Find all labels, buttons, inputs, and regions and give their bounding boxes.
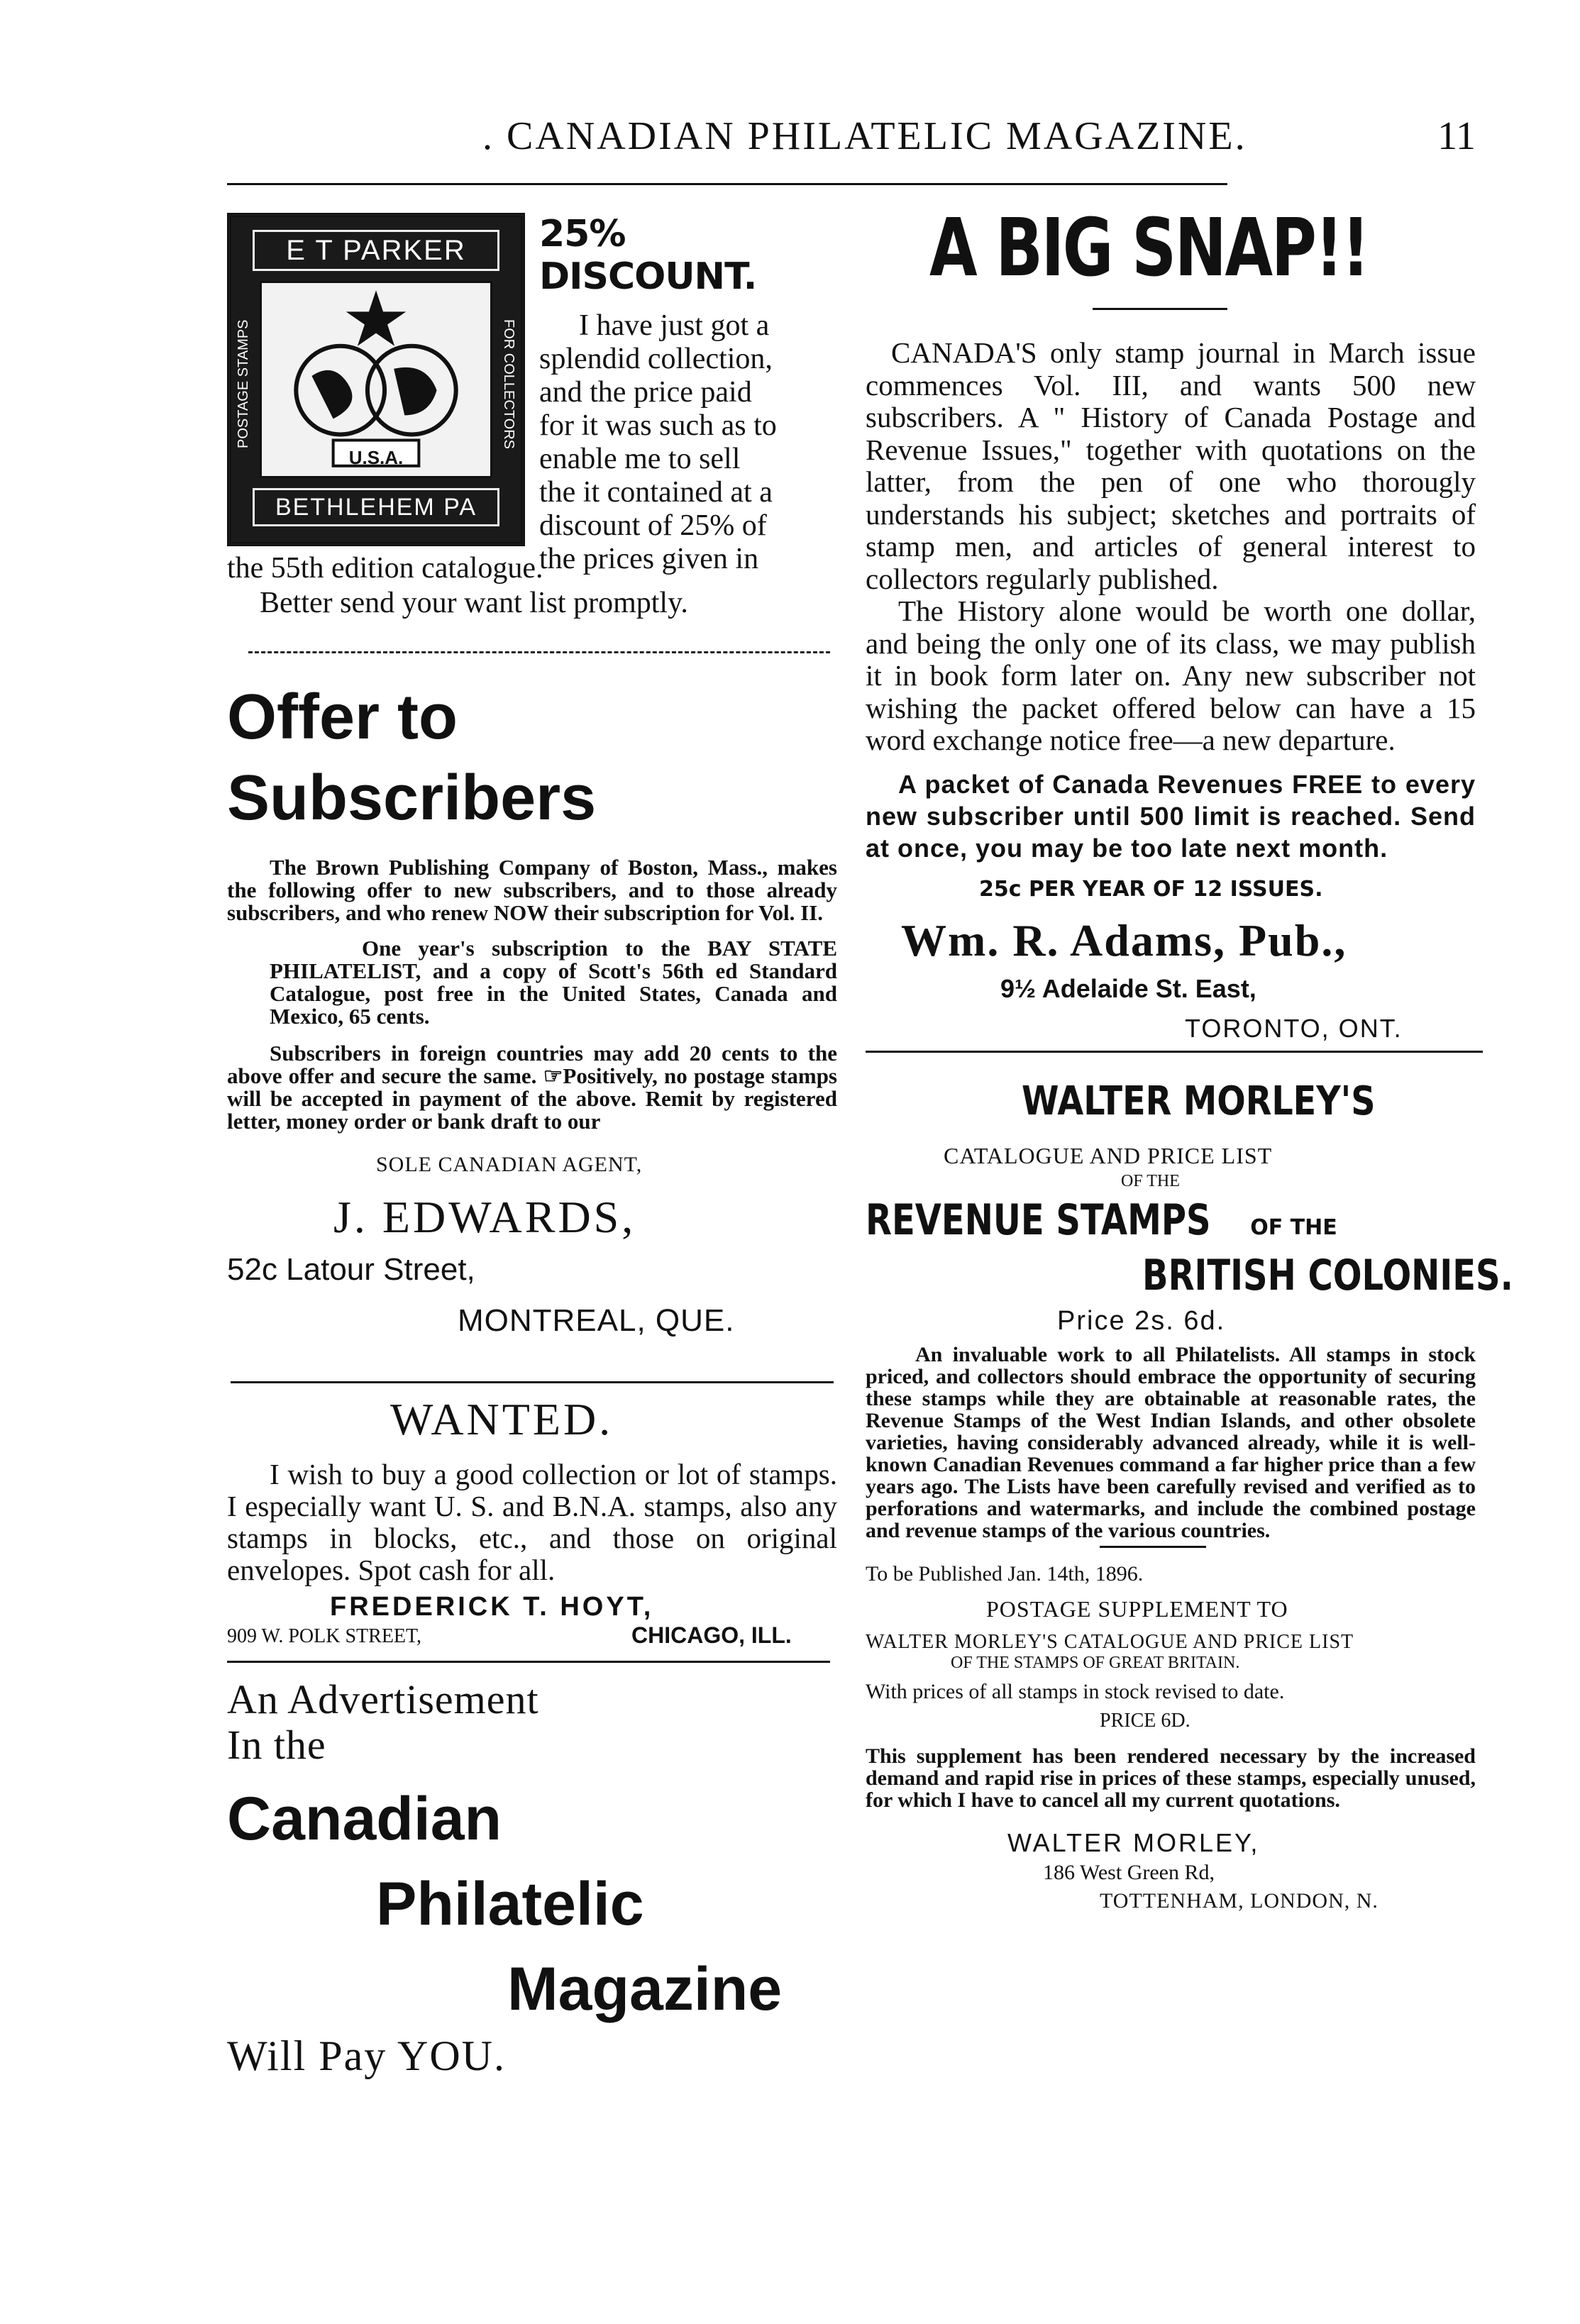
cpm-line: An Advertisement bbox=[227, 1676, 539, 1722]
morley-title-of: OF THE bbox=[1250, 1214, 1337, 1240]
divider bbox=[248, 651, 830, 653]
wanted-address bbox=[227, 1622, 837, 1651]
morley-body: An invaluable work to all Philatelists. All stamps in stock priced, and collectors should embrace the opportunity of securing these stamps while they are obtainable at reasonable rates, the Revenue Stamps of the West Indian Islands, and other obsolete varieties, having considerably advanced already, while it is well-known Canadian Revenues command a far higher price than a few years ago. The Lists have been carefully revised and verified as to perforations and watermarks, and include the combined postage and revenue stamps of the various countries. bbox=[866, 1342, 1476, 1542]
cpm-word: Canadian bbox=[227, 1785, 502, 1853]
divider bbox=[866, 1051, 1483, 1053]
wanted-heading: WANTED. bbox=[390, 1394, 614, 1444]
divider bbox=[231, 1381, 834, 1383]
stamp-left-text: POSTAGE STAMPS bbox=[236, 319, 251, 448]
morley-ad bbox=[866, 1078, 1513, 1913]
discount-line: the it contained at a bbox=[539, 476, 773, 509]
discount-line: and the price paid bbox=[539, 376, 752, 409]
running-title: . CANADIAN PHILATELIC MAGAZINE. bbox=[482, 114, 1247, 158]
morley-heading: WALTER MORLEY'S bbox=[1022, 1078, 1376, 1124]
discount-line: enable me to sell bbox=[539, 443, 741, 475]
cpm-word: Magazine bbox=[507, 1955, 783, 2023]
discount-closing: Better send your want list promptly. bbox=[260, 587, 688, 619]
discount-tail: the 55th edition catalogue. bbox=[227, 552, 543, 585]
left-column bbox=[227, 206, 837, 2081]
short-rule bbox=[1093, 308, 1227, 310]
discount-line: splendid collection, bbox=[539, 343, 773, 375]
short-rule bbox=[1100, 1546, 1206, 1548]
snap-heading: A BIG SNAP!! bbox=[929, 202, 1369, 294]
morley-sign-name: WALTER MORLEY, bbox=[1007, 1827, 1260, 1857]
discount-heading: 25% DISCOUNT. bbox=[539, 213, 757, 298]
offer-paragraph: Subscribers in foreign countries may add 20 cents to the above offer and secure the same. ☞Positively, no postage stamps will be accepted in payment of the above. Remit by registered letter, money order or bank draft to our bbox=[227, 1041, 837, 1134]
stamp-right-text: FOR COLLECTORS bbox=[501, 319, 516, 449]
morley-subtitle: CATALOGUE AND PRICE LIST bbox=[944, 1142, 1273, 1168]
snap-ad bbox=[866, 202, 1476, 1044]
morley-supp-sub: OF THE STAMPS OF GREAT BRITAIN. bbox=[951, 1653, 1240, 1672]
wanted-city: CHICAGO, ILL. bbox=[631, 1622, 792, 1648]
wanted-name: FREDERICK T. HOYT, bbox=[330, 1592, 654, 1622]
discount-lines bbox=[539, 309, 837, 576]
morley-supp-body: This supplement has been rendered necessary by the increased demand and rapid rise in prices of these stamps, especially unused, for which I have to cancel all my current quotations. bbox=[866, 1744, 1476, 1812]
discount-line: the prices given in bbox=[539, 543, 759, 575]
morley-supp-price: PRICE 6D. bbox=[1100, 1709, 1190, 1732]
offer-heading-1: Offer to bbox=[227, 682, 458, 753]
header-rule bbox=[227, 183, 1227, 185]
morley-title: REVENUE STAMPS bbox=[866, 1195, 1211, 1245]
morley-sign-city: TOTTENHAM, LONDON, N. bbox=[1100, 1888, 1379, 1913]
morley-publish-date: To be Published Jan. 14th, 1896. bbox=[866, 1561, 1144, 1586]
stamp-country: U.S.A. bbox=[348, 447, 404, 468]
cpm-line: In the bbox=[227, 1722, 326, 1768]
morley-title: BRITISH COLONIES. bbox=[1142, 1250, 1513, 1300]
right-column bbox=[866, 202, 1513, 1913]
discount-text bbox=[539, 213, 837, 576]
cpm-ad bbox=[227, 1677, 837, 2081]
morley-subtitle: OF THE bbox=[1121, 1171, 1180, 1190]
snap-publisher: Wm. R. Adams, Pub., bbox=[901, 914, 1347, 965]
snap-city: TORONTO, ONT. bbox=[1185, 1013, 1403, 1043]
snap-price: 25c PER YEAR OF 12 ISSUES. bbox=[979, 876, 1323, 902]
stamp-globe-panel bbox=[260, 281, 492, 478]
discount-line: discount of 25% of bbox=[539, 509, 767, 542]
snap-paragraph: CANADA'S only stamp journal in March issue commences Vol. III, and wants 500 new subscribers. A " History of Canada Postage and Revenue Issues," together with quotations on the latter, from the pen of one who thorougly understands his subject; sketches and portraits of stamp men, and articles of general interest to collectors regularly published. bbox=[866, 336, 1476, 595]
offer-paragraph: The Brown Publishing Company of Boston, Mass., makes the following offer to new subscribers, and to those already subscribers, and who renew NOW their subscription for Vol. II. bbox=[227, 855, 837, 925]
wanted-ad bbox=[227, 1393, 837, 1651]
agent-city: MONTREAL, QUE. bbox=[458, 1303, 735, 1338]
stamp-top-text: E T PARKER bbox=[253, 230, 499, 271]
discount-line: for it was such as to bbox=[539, 409, 777, 442]
stamp-illustration bbox=[227, 213, 525, 546]
divider bbox=[227, 1661, 830, 1663]
snap-paragraph: The History alone would be worth one dollar, and being the only one of its class, we may publish it in book form later on. Any new subscriber not wishing the packet offered below can have a 15 word exchange notice free—a new departure. bbox=[866, 594, 1476, 756]
wanted-street: 909 W. POLK STREET, bbox=[227, 1625, 422, 1647]
offer-paragraph: One year's subscription to the BAY STATE PHILATELIST, and a copy of Scott's 56th ed Standard Catalogue, post free in the United States, Canada and Mexico, 65 cents. bbox=[270, 936, 837, 1029]
offer-heading-2: Subscribers bbox=[227, 763, 597, 834]
agent-street: 52c Latour Street, bbox=[227, 1252, 475, 1287]
morley-title-row bbox=[866, 1195, 1476, 1245]
snap-paragraph: A packet of Canada Revenues FREE to every new subscriber until 500 limit is reached. Send at once, you may be too late next month. bbox=[866, 769, 1476, 863]
wanted-body: I wish to buy a good collection or lot of stamps. I especially want U. S. and B.N.A. stamps, also any stamps in blocks, etc., and those on original envelopes. Spot cash for all. bbox=[227, 1458, 837, 1586]
snap-street: 9½ Adelaide St. East, bbox=[1000, 973, 1256, 1003]
cpm-closing: Will Pay YOU. bbox=[227, 2032, 507, 2079]
discount-line: I have just got a bbox=[579, 309, 770, 342]
morley-price: Price 2s. 6d. bbox=[1057, 1305, 1226, 1336]
morley-supp-line: With prices of all stamps in stock revised to date. bbox=[866, 1679, 1285, 1703]
offer-ad bbox=[227, 682, 837, 1339]
morley-sign-street: 186 West Green Rd, bbox=[1043, 1860, 1215, 1884]
discount-ad bbox=[227, 206, 837, 646]
stamp-bottom-text: BETHLEHEM PA bbox=[253, 488, 499, 526]
morley-supp-heading: POSTAGE SUPPLEMENT TO bbox=[986, 1595, 1288, 1622]
agent-name: J. EDWARDS, bbox=[333, 1192, 636, 1242]
page-header bbox=[227, 114, 1476, 170]
morley-supp-sub: WALTER MORLEY'S CATALOGUE AND PRICE LIST bbox=[866, 1630, 1354, 1653]
page-number: 11 bbox=[1437, 114, 1476, 158]
agent-label: SOLE CANADIAN AGENT, bbox=[376, 1153, 643, 1176]
cpm-word: Philatelic bbox=[376, 1870, 644, 1938]
